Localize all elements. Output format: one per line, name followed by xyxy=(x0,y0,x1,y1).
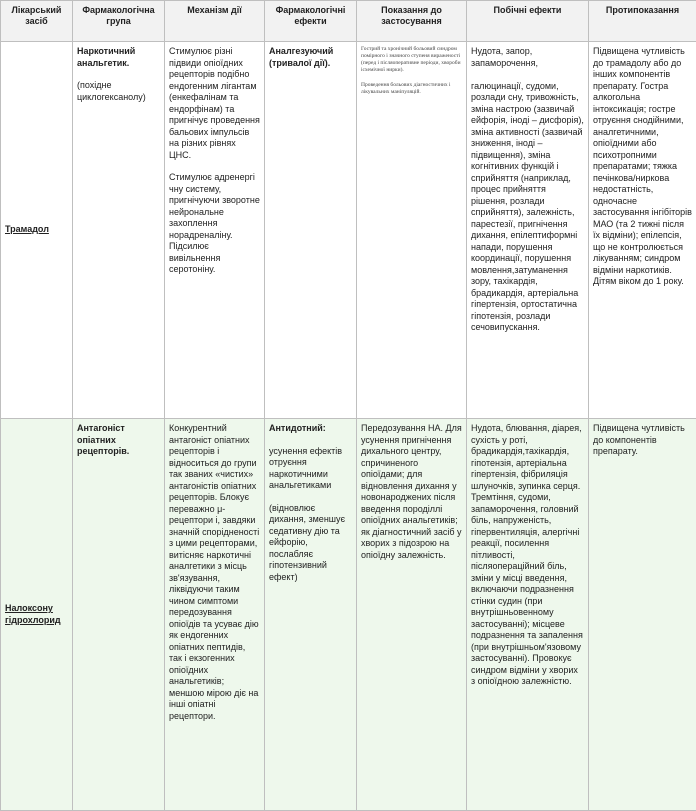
indications-cell xyxy=(357,419,467,811)
effects-cell xyxy=(265,42,357,419)
contraindications-cell xyxy=(589,419,696,811)
mechanism-cell xyxy=(165,419,265,811)
side-effects-text: Нудота, блювання, діарея, сухість у роті, брадикардія,тахікардія, гіпотензія, артеріальна гіпертензія, фібриляція шлуночків, зупинка серця. Тремтіння, судоми, запаморочення, головний біль, напруженість, гіпервентиляція, алергічні реакції, посилення пітливості, післяопераційний біль, зміни у місці введення, включаючи подразнення стінки судин (при внутрішньовенному застосуванні); місцеве подразнення та запалення (при внутрішньом'язовому застосуванні). Провокує синдром відміни у хворих з опіоїдною залежністю. xyxy=(471,423,584,688)
effects-cell xyxy=(265,419,357,811)
header-indications: Показання до застосування xyxy=(357,1,467,42)
contraindications-text: Підвищена чутливість до трамадолу або до інших компонентів препарату. Гостра алкогольна інтоксикація; гостре отруєння снодійними, аналгетичними, опіоїдними або психотропними препаратами; тяжка печінкова/ниркова недостатність, одночасне застосування інгібіторів МАО (та 2 тижні після їх відміни); епілепсія, що не контролюється лікуванням; синдром відміни наркотиків. Дітям віком до 1 року. xyxy=(593,46,692,288)
effects-note: (відновлює дихання, зменшує седативну дію та ейфорію, послабляє гіпотензивний ефект) xyxy=(269,503,352,584)
header-effects: Фармакологічні ефекти xyxy=(265,1,357,42)
side-effects-cell xyxy=(467,419,589,811)
drug-name-link[interactable]: Трамадол xyxy=(5,224,68,236)
header-group: Фармакологічна група xyxy=(73,1,165,42)
contraindications-text: Підвищена чутливість до компонентів препарату. xyxy=(593,423,692,458)
contraindications-cell xyxy=(589,42,696,419)
mechanism-cell xyxy=(165,42,265,419)
header-row xyxy=(1,1,696,42)
indications-text-1: Гострий та хронічний больовий синдром помірного і значного ступеня вираженості (перед і післяоперативне періоди, хвороби ісхемічної нирки). xyxy=(361,46,462,74)
drug-name xyxy=(1,42,73,419)
group-title: Антагоніст опіатних рецепторів. xyxy=(77,423,160,458)
mechanism-text-2: Стимулює адренергі чну систему, пригнічуючи зворотне нейрональне захоплення норадреналіну. Підсилює вивільнення серотоніну. xyxy=(169,172,260,276)
table-row xyxy=(1,419,696,811)
mechanism-text-1: Стимулює різні підвиди опіоїдних рецепторів подібно ендогенним лігантам (енкефалінам та ендорфінам) та пригнічує проведення бальових імпульсів на різних рівнях ЦНС. xyxy=(169,46,260,161)
header-side-effects: Побічні ефекти xyxy=(467,1,589,42)
effects-body: усунення ефектів отруєння наркотичними анальгетиками xyxy=(269,446,352,492)
drug-name xyxy=(1,419,73,811)
side-effects-cell xyxy=(467,42,589,419)
drug-name-link[interactable]: Налоксону гідрохлорид xyxy=(5,603,68,626)
effects-text: Аналгезуючий (тривалої дії). xyxy=(269,46,352,69)
group-title: Наркотичний анальгетик. xyxy=(77,46,160,69)
indications-cell xyxy=(357,42,467,419)
group-cell xyxy=(73,42,165,419)
side-effects-text: Нудота, запор, запаморочення, галюцинації, судоми, розлади сну, тривожність, зміна настрою (зазвичай ейфорія, іноді – дисфорія), зміна активності (зазвичай зниження, іноді – підвищення), зміна когнітивних функцій і сприйняття (наприклад, процес прийняття рішення, розлади сприйняття), залежність, парестезії, пригнічення дихання, епілептиформні напади, порушення координації, порушення мовлення,затуманення зору, тахікардія, брадикардія, артеріальна гіпертензія, ортостатична гіпотензія, розлади сечовипускання. xyxy=(471,46,584,334)
mechanism-text: Конкурентний антагоніст опіатних рецепторів і відноситься до групи так званих «чистих» антагоністів опіатних рецепторів. Блокує переважно μ-рецептори і, завдяки значній спорідненості з цими рецепторами, витісняє наркотичні аналгетики з місць зв'язування, ліквідуючи таким чином симптоми передозування опіоїдів та усуває дію як ендогенних опіатних пептидів, так і екзогенних опіоїдних анальгетиків; меншою мірою діє на інші опіатні рецептори. xyxy=(169,423,260,722)
indications-text-2: Проведення больових діагностичних і лікувальних маніпуляцій. xyxy=(361,82,462,96)
group-cell xyxy=(73,419,165,811)
header-mechanism: Механізм дії xyxy=(165,1,265,42)
group-note: (похідне циклогексанолу) xyxy=(77,80,160,103)
effects-title: Антидотний: xyxy=(269,423,352,435)
table-row xyxy=(1,42,696,419)
indications-text: Передозування НА. Для усунення пригнічення дихального центру, спричиненого опіоїдами; для відновлення дихання у новонароджених після введення породіллі опіоїдних анальгетиків; як діагностичний засіб у хворих з підозрою на опіоїдну залежність. xyxy=(361,423,462,561)
header-drug: Лікарський засіб xyxy=(1,1,73,42)
header-contraindications: Протипоказання xyxy=(589,1,696,42)
